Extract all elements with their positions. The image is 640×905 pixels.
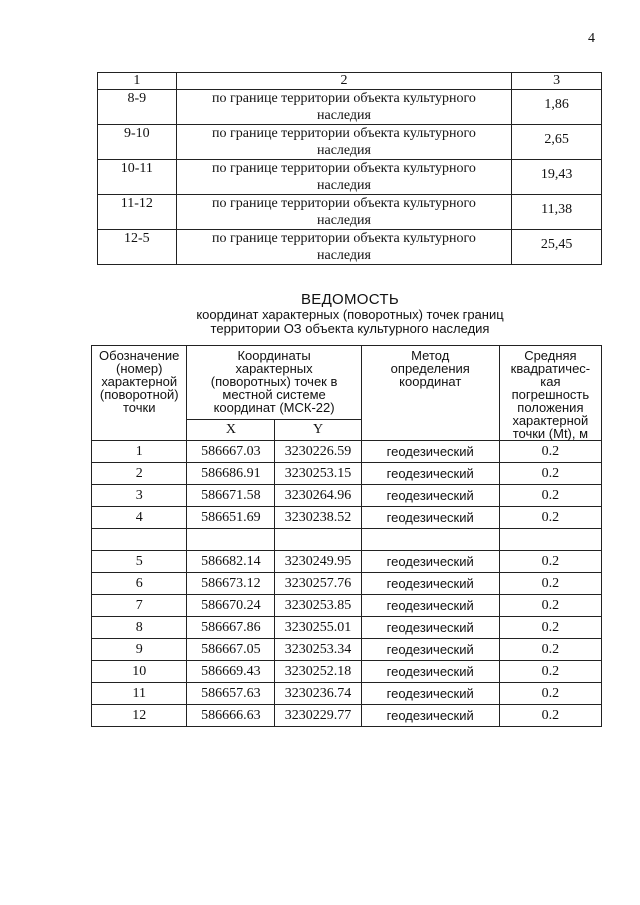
description-line: по границе территории объекта культурного <box>212 161 476 176</box>
empty-cell <box>92 529 187 551</box>
method-cell: геодезический <box>361 485 499 507</box>
accuracy-cell: 0.2 <box>499 507 601 529</box>
y-coordinate-cell: 3230264.96 <box>275 485 361 507</box>
accuracy-cell: 0.2 <box>499 705 601 727</box>
method-cell: геодезический <box>361 617 499 639</box>
description-cell <box>176 195 512 230</box>
empty-cell <box>361 529 499 551</box>
coordinates-header <box>187 346 361 420</box>
table-row <box>92 617 602 639</box>
header-line: квадратичес- <box>510 361 591 376</box>
length-cell <box>512 160 602 195</box>
x-coordinate-cell: 586686.91 <box>187 463 275 485</box>
separator-row <box>92 529 602 551</box>
table-row <box>98 125 602 160</box>
y-header: Y <box>275 419 361 440</box>
length-value: 19,43 <box>540 167 573 182</box>
description-line: наследия <box>316 178 371 193</box>
point-number-cell: 7 <box>92 595 187 617</box>
page-number: 4 <box>588 31 595 46</box>
point-number-cell: 3 <box>92 485 187 507</box>
header-line: (номер) <box>115 361 163 376</box>
header-line: координат (МСК-22) <box>213 400 335 415</box>
table-row <box>92 661 602 683</box>
table-header-row <box>92 346 602 420</box>
header-line: характерной <box>101 374 178 389</box>
accuracy-cell: 0.2 <box>499 551 601 573</box>
table-row <box>98 230 602 265</box>
header-line: характерной <box>512 413 589 428</box>
statement-subtitle: координат характерных (поворотных) точек границ <box>196 307 504 322</box>
x-coordinate-cell: 586682.14 <box>187 551 275 573</box>
accuracy-cell: 0.2 <box>499 617 601 639</box>
table-row <box>92 507 602 529</box>
header-line: положения <box>517 400 584 415</box>
y-coordinate-cell: 3230257.76 <box>275 573 361 595</box>
header-line: точки (Mt), м <box>512 426 589 441</box>
method-cell: геодезический <box>361 463 499 485</box>
table-row <box>98 195 602 230</box>
y-coordinate-cell: 3230253.34 <box>275 639 361 661</box>
length-cell <box>512 125 602 160</box>
x-coordinate-cell: 586670.24 <box>187 595 275 617</box>
x-coordinate-cell: 586667.03 <box>187 441 275 463</box>
x-coordinate-cell: 586651.69 <box>187 507 275 529</box>
point-number-cell: 4 <box>92 507 187 529</box>
description-line: по границе территории объекта культурного <box>212 126 476 141</box>
y-coordinate-cell: 3230249.95 <box>275 551 361 573</box>
statement-title: ВЕДОМОСТЬ <box>300 291 400 308</box>
header-line: кая <box>540 374 561 389</box>
point-number-cell: 6 <box>92 573 187 595</box>
header-line: точки <box>122 400 156 415</box>
header-line: Метод <box>411 348 450 363</box>
x-coordinate-cell: 586657.63 <box>187 683 275 705</box>
coordinates-table <box>91 345 602 727</box>
empty-cell <box>187 529 275 551</box>
header-line: погрешность <box>511 387 590 402</box>
length-value: 2,65 <box>544 132 569 147</box>
y-coordinate-cell: 3230226.59 <box>275 441 361 463</box>
segment-cell: 11-12 <box>98 195 177 230</box>
length-value: 25,45 <box>540 237 573 252</box>
header-line: (поворотной) <box>99 387 179 402</box>
header-line: координат <box>399 374 462 389</box>
x-header: X <box>187 419 275 440</box>
x-coordinate-cell: 586673.12 <box>187 573 275 595</box>
length-value: 1,86 <box>544 97 569 112</box>
description-line: по границе территории объекта культурного <box>212 196 476 211</box>
description-line: наследия <box>316 143 371 158</box>
empty-cell <box>275 529 361 551</box>
accuracy-header <box>499 346 601 441</box>
point-number-cell: 1 <box>92 441 187 463</box>
y-coordinate-cell: 3230255.01 <box>275 617 361 639</box>
method-cell: геодезический <box>361 705 499 727</box>
x-coordinate-cell: 586671.58 <box>187 485 275 507</box>
method-header <box>361 346 499 441</box>
accuracy-cell: 0.2 <box>499 463 601 485</box>
description-line: по границе территории объекта культурного <box>212 231 476 246</box>
table-row <box>92 595 602 617</box>
header-cell: 3 <box>512 73 602 90</box>
table-row <box>92 573 602 595</box>
segment-cell: 9-10 <box>98 125 177 160</box>
header-line: Координаты <box>237 348 311 363</box>
method-cell: геодезический <box>361 507 499 529</box>
table-row <box>92 683 602 705</box>
segment-cell: 10-11 <box>98 160 177 195</box>
accuracy-cell: 0.2 <box>499 595 601 617</box>
method-cell: геодезический <box>361 683 499 705</box>
accuracy-cell: 0.2 <box>499 485 601 507</box>
header-line: Средняя <box>524 348 577 363</box>
y-coordinate-cell: 3230252.18 <box>275 661 361 683</box>
description-line: наследия <box>316 213 371 228</box>
y-coordinate-cell: 3230253.15 <box>275 463 361 485</box>
segment-cell: 8-9 <box>98 90 177 125</box>
method-cell: геодезический <box>361 551 499 573</box>
point-number-cell: 12 <box>92 705 187 727</box>
header-line: определения <box>390 361 470 376</box>
table-row <box>92 551 602 573</box>
length-cell <box>512 195 602 230</box>
header-cell: 2 <box>176 73 512 90</box>
length-value: 11,38 <box>541 202 573 217</box>
table-row <box>92 639 602 661</box>
accuracy-cell: 0.2 <box>499 683 601 705</box>
description-line: наследия <box>316 108 371 123</box>
point-group-2 <box>92 551 602 727</box>
x-coordinate-cell: 586666.63 <box>187 705 275 727</box>
header-line: (поворотных) точек в <box>210 374 338 389</box>
header-cell: 1 <box>98 73 177 90</box>
description-cell <box>176 160 512 195</box>
description-line: по границе территории объекта культурного <box>212 91 476 106</box>
description-cell <box>176 90 512 125</box>
table-row <box>92 705 602 727</box>
description-line: наследия <box>316 248 371 263</box>
table-row <box>92 485 602 507</box>
length-cell <box>512 230 602 265</box>
table-row <box>92 463 602 485</box>
table-row <box>92 441 602 463</box>
x-coordinate-cell: 586667.86 <box>187 617 275 639</box>
x-coordinate-cell: 586669.43 <box>187 661 275 683</box>
designation-header <box>92 346 187 441</box>
segment-cell: 12-5 <box>98 230 177 265</box>
point-number-cell: 2 <box>92 463 187 485</box>
point-number-cell: 5 <box>92 551 187 573</box>
y-coordinate-cell: 3230236.74 <box>275 683 361 705</box>
length-cell <box>512 90 602 125</box>
point-number-cell: 10 <box>92 661 187 683</box>
accuracy-cell: 0.2 <box>499 441 601 463</box>
point-group-1 <box>92 441 602 529</box>
table-row <box>98 90 602 125</box>
method-cell: геодезический <box>361 441 499 463</box>
table-header-row <box>98 73 602 90</box>
point-number-cell: 8 <box>92 617 187 639</box>
accuracy-cell: 0.2 <box>499 639 601 661</box>
accuracy-cell: 0.2 <box>499 573 601 595</box>
statement-subtitle: территории ОЗ объекта культурного наследия <box>210 321 490 336</box>
header-line: местной системе <box>222 387 326 402</box>
y-coordinate-cell: 3230229.77 <box>275 705 361 727</box>
description-cell <box>176 125 512 160</box>
header-line: характерных <box>235 361 313 376</box>
header-line: Обозначение <box>99 348 180 363</box>
y-coordinate-cell: 3230253.85 <box>275 595 361 617</box>
y-coordinate-cell: 3230238.52 <box>275 507 361 529</box>
table-row <box>98 160 602 195</box>
method-cell: геодезический <box>361 595 499 617</box>
boundary-segments-table <box>97 72 602 265</box>
accuracy-cell: 0.2 <box>499 661 601 683</box>
description-cell <box>176 230 512 265</box>
point-number-cell: 9 <box>92 639 187 661</box>
x-coordinate-cell: 586667.05 <box>187 639 275 661</box>
method-cell: геодезический <box>361 573 499 595</box>
point-number-cell: 11 <box>92 683 187 705</box>
method-cell: геодезический <box>361 639 499 661</box>
method-cell: геодезический <box>361 661 499 683</box>
empty-cell <box>499 529 601 551</box>
